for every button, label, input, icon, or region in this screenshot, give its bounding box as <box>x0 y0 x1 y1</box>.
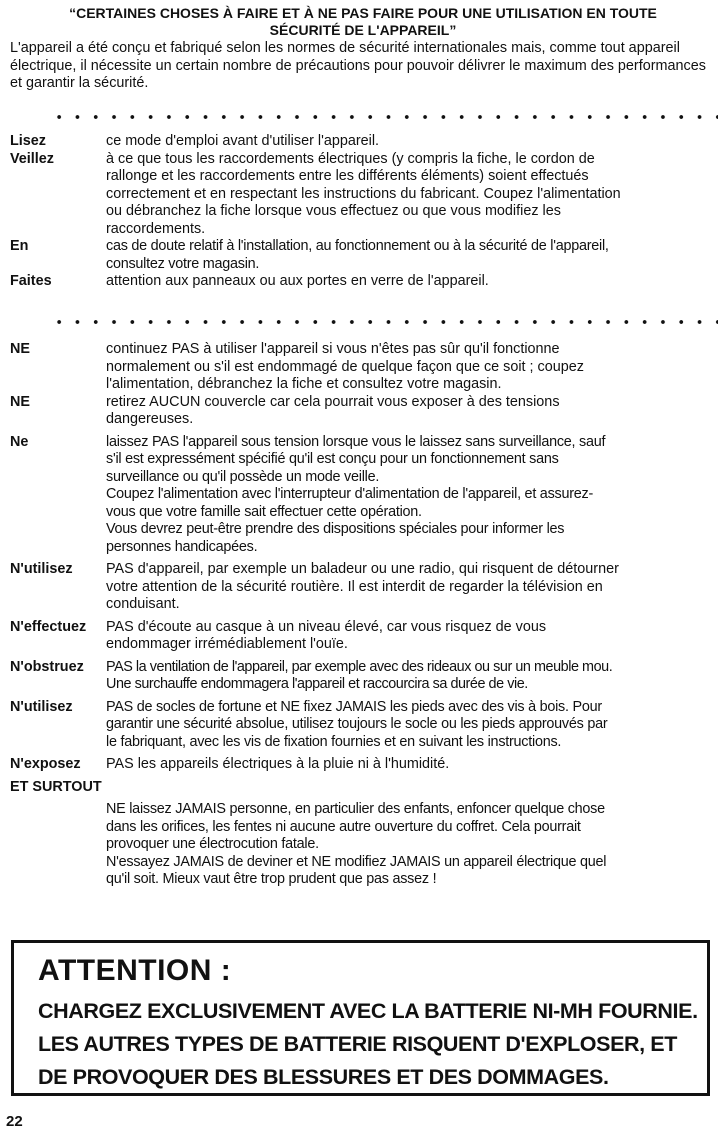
item-text: PAS d'appareil, par exemple un baladeur ou une radio, qui risquent de détourner votre attention de la sécurité routière. Il est interdit de regarder la télévision en conduisant. <box>106 561 619 612</box>
item-text: à ce que tous les raccordements électriques (y compris la fiche, le cordon de rallonge et les raccordements entre les différents éléments) soient effectués correctement et en respectant les instructions du fabricant. Coupez l'alimentation ou débranchez la fiche lorsque vous effectuez ou que vous modifiez les raccordements. <box>106 150 621 237</box>
attention-title: ATTENTION : <box>38 954 232 987</box>
item-text: PAS de socles de fortune et NE fixez JAMAIS les pieds avec des vis à bois. Pour garantir une sécurité absolue, utilisez toujours le socle ou les pieds approuvés par le fabriquant, avec les vis de fixation fournies et en suivant les instructions. <box>106 698 608 750</box>
item-keyword: N'utilisez <box>10 698 73 715</box>
page-title: “CERTAINES CHOSES À FAIRE ET À NE PAS FAIRE POUR UNE UTILISATION EN TOUTE SÉCURITÉ DE L'APPAREIL” <box>69 5 657 38</box>
list-item <box>10 699 719 752</box>
dotted-separator-bottom <box>50 318 718 326</box>
list-item <box>10 341 719 394</box>
item-text: laissez PAS l'appareil sous tension lorsque vous le laissez sans surveillance, sauf s'il est expressément spécifié qu'il est conçu pour un fonctionnement sans surveillance ou qu'il possède un mode veille. Coupez l'alimentation avec l'interrupteur d'alimentation de l'appareil, et assurez- vous que votre famille sait effectuer cette opération. Vous devrez peut-être prendre des dispositions spéciales pour informer les personnes handicapées. <box>106 433 606 555</box>
list-item <box>10 151 719 239</box>
list-item <box>10 659 719 694</box>
item-keyword: Veillez <box>10 150 55 167</box>
attention-box <box>11 940 710 1096</box>
item-keyword: NE <box>10 341 30 357</box>
list-item <box>10 133 719 151</box>
item-keyword: N'utilisez <box>10 561 73 577</box>
item-text: attention aux panneaux ou aux portes en verre de l'appareil. <box>106 273 489 289</box>
item-keyword: En <box>10 238 29 254</box>
et-surtout-heading: ET SURTOUT <box>10 778 102 795</box>
list-item <box>10 561 719 614</box>
item-keyword: N'effectuez <box>10 618 87 635</box>
item-text: PAS la ventilation de l'appareil, par exemple avec des rideaux ou sur un meuble mou. Une surchauffe endommagera l'appareil et raccourcira sa durée de vie. <box>106 658 613 692</box>
item-text: retirez AUCUN couvercle car cela pourrait vous exposer à des tensions dangereuses. <box>106 393 560 427</box>
item-keyword: NE <box>10 393 30 410</box>
dos-list <box>10 133 719 291</box>
item-text: continuez PAS à utiliser l'appareil si vous n'êtes pas sûr qu'il fonctionne normalement ou s'il est endommagé de quelque façon que ce soit ; coupez l'alimentation, débranchez la fiche et consultez votre magasin. <box>106 341 584 392</box>
item-keyword: Ne <box>10 433 29 450</box>
attention-body: CHARGEZ EXCLUSIVEMENT AVEC LA BATTERIE NI-MH FOURNIE. LES AUTRES TYPES DE BATTERIE RISQUENT D'EXPLOSER, ET DE PROVOQUER DES BLESSURES ET DES DOMMAGES. <box>38 999 698 1089</box>
et-surtout-text: NE laissez JAMAIS personne, en particulier des enfants, enfoncer quelque chose dans les orifices, les fentes ni aucune autre ouverture du coffret. Cela pourrait provoquer une électrocution fatale. N'essayez JAMAIS de deviner et NE modifiez JAMAIS un appareil électrique quel qu'il soit. Mieux vaut être trop prudent que pas assez ! <box>106 801 607 887</box>
list-item <box>10 273 719 291</box>
item-keyword: Lisez <box>10 133 46 149</box>
item-text: PAS les appareils électriques à la pluie ni à l'humidité. <box>106 756 450 772</box>
item-text: ce mode d'emploi avant d'utiliser l'appareil. <box>106 133 380 149</box>
donts-list <box>10 341 719 889</box>
list-item <box>10 238 719 273</box>
list-item <box>10 394 719 429</box>
item-text: cas de doute relatif à l'installation, au fonctionnement ou à la sécurité de l'appareil, consultez votre magasin. <box>106 238 609 272</box>
item-keyword: Faites <box>10 273 52 289</box>
list-item <box>10 756 719 774</box>
list-item <box>10 434 719 557</box>
page-number: 22 <box>6 1113 23 1130</box>
et-surtout-item <box>10 801 719 889</box>
item-keyword: N'exposez <box>10 756 81 772</box>
list-item <box>10 619 719 654</box>
item-keyword: N'obstruez <box>10 658 84 675</box>
intro-paragraph: L'appareil a été conçu et fabriqué selon les normes de sécurité internationales mais, comme tout appareil électrique, il nécessite un certain nombre de précautions pour pouvoir délivrer le maximum des performances et garantir la sécurité. <box>10 40 706 91</box>
item-text: PAS d'écoute au casque à un niveau élevé, car vous risquez de vous endommager irrémédiablement l'ouïe. <box>106 618 547 652</box>
dotted-separator-top <box>50 113 718 121</box>
